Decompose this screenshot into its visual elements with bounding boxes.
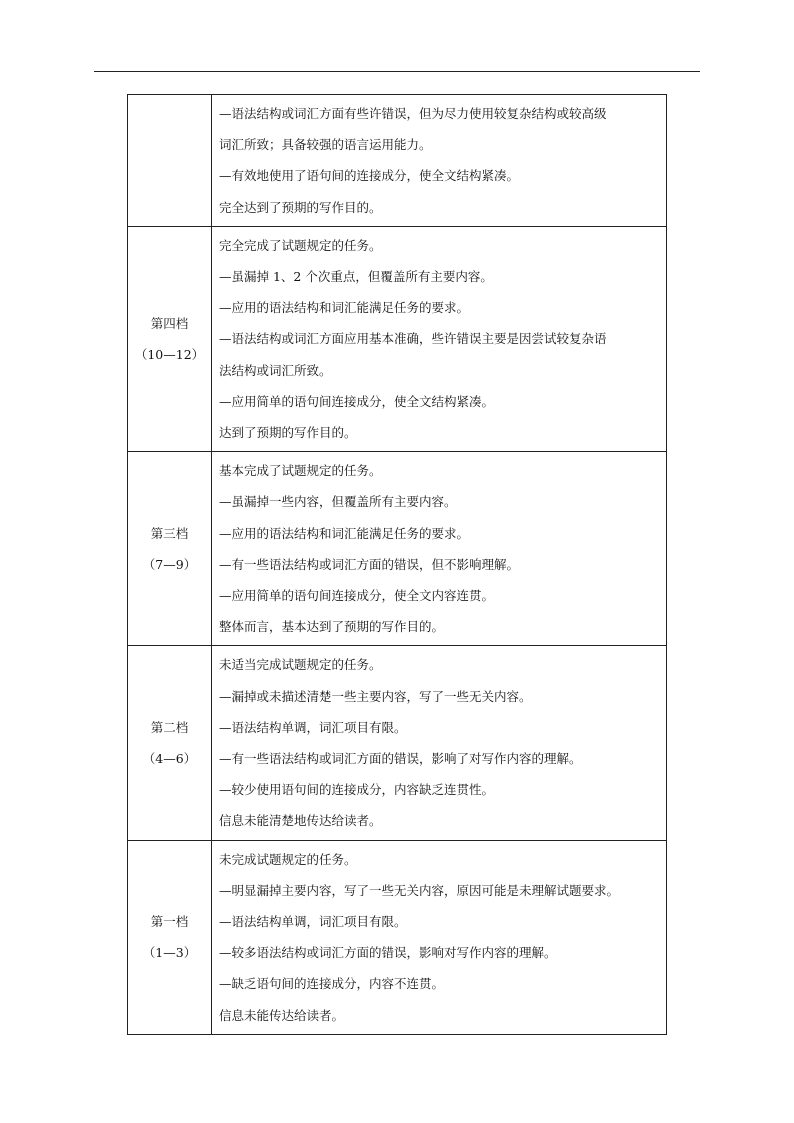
description-line: 完全完成了试题规定的任务。 (219, 237, 382, 253)
description-line: 完全达到了预期的写作目的。 (219, 199, 382, 215)
description-line: —明显漏掉主要内容，写了一些无关内容，原因可能是未理解试题要求。 (219, 882, 620, 898)
table-row (128, 840, 667, 1034)
description-line: 基本完成了试题规定的任务。 (219, 463, 382, 479)
description-line: 达到了预期的写作目的。 (219, 425, 357, 441)
table-row (128, 646, 667, 840)
description-line: —有效地使用了语句间的连接成分，使全文结构紧凑。 (219, 168, 520, 184)
description-line: 法结构或词汇所致。 (219, 362, 332, 378)
grade-cell (128, 226, 212, 451)
description-line: —应用简单的语句间连接成分，使全文结构紧凑。 (219, 393, 495, 409)
description-cell (212, 646, 667, 840)
table-row (128, 226, 667, 451)
description-line: 信息未能清楚地传达给读者。 (219, 813, 382, 829)
grade-name: 第三档 (150, 525, 189, 541)
grade-score-range: （10—12） (134, 347, 205, 363)
description-line: —应用的语法结构和词汇能满足任务的要求。 (219, 300, 470, 316)
description-line: —虽漏掉一些内容，但覆盖所有主要内容。 (219, 494, 457, 510)
grade-cell (128, 646, 212, 840)
table-row (128, 452, 667, 646)
grade-name: 第二档 (150, 720, 189, 736)
description-line: —较多语法结构或词汇方面的错误，影响对写作内容的理解。 (219, 945, 557, 961)
grade-name: 第一档 (150, 914, 189, 930)
description-line: —应用的语法结构和词汇能满足任务的要求。 (219, 525, 470, 541)
description-line: —有一些语法结构或词汇方面的错误，影响了对写作内容的理解。 (219, 751, 582, 767)
description-cell (212, 95, 667, 227)
description-line: —应用简单的语句间连接成分，使全文内容连贯。 (219, 588, 495, 604)
description-line: 未适当完成试题规定的任务。 (219, 657, 382, 673)
grade-name: 第四档 (150, 316, 189, 332)
grade-score-range: （7—9） (142, 556, 197, 572)
description-cell (212, 840, 667, 1034)
description-line: —语法结构或词汇方面有些许错误，但为尽力使用较复杂结构或较高级 (219, 106, 607, 121)
grade-score-range: （1—3） (142, 945, 197, 961)
description-line: —虽漏掉 1、2 个次重点，但覆盖所有主要内容。 (219, 269, 493, 285)
description-line: 词汇所致；具备较强的语言运用能力。 (219, 137, 432, 153)
description-cell (212, 452, 667, 646)
grade-cell (128, 95, 212, 227)
description-line: —语法结构或词汇方面应用基本准确，些许错误主要是因尝试较复杂语 (219, 331, 607, 347)
description-line: —有一些语法结构或词汇方面的错误，但不影响理解。 (219, 556, 520, 572)
grade-score-range: （4—6） (142, 751, 197, 767)
description-line: 信息未能传达给读者。 (219, 1007, 345, 1023)
grade-cell (128, 840, 212, 1034)
header-rule (94, 71, 700, 72)
description-line: —语法结构单调，词汇项目有限。 (219, 914, 407, 930)
description-line: 未完成试题规定的任务。 (219, 851, 357, 867)
description-cell (212, 226, 667, 451)
description-line: —语法结构单调，词汇项目有限。 (219, 719, 407, 735)
grade-cell (128, 452, 212, 646)
description-line: —缺乏语句间的连接成分，内容不连贯。 (219, 976, 445, 992)
description-line: —较少使用语句间的连接成分，内容缺乏连贯性。 (219, 782, 495, 798)
table-row (128, 95, 667, 227)
description-line: 整体而言，基本达到了预期的写作目的。 (219, 619, 445, 635)
scoring-rubric-table (127, 94, 667, 1035)
description-line: —漏掉或未描述清楚一些主要内容，写了一些无关内容。 (219, 688, 532, 704)
